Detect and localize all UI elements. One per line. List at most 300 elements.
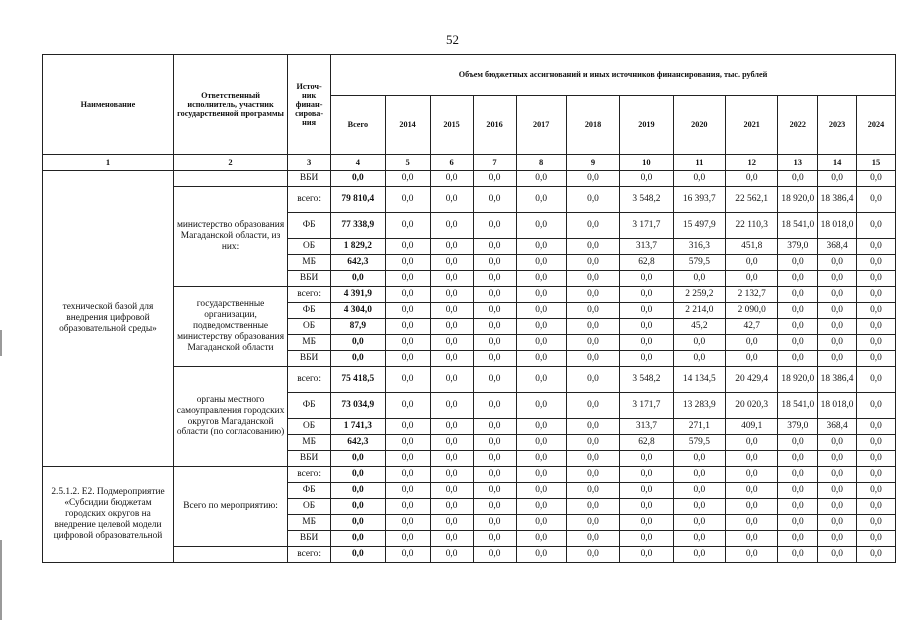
table-row bbox=[43, 467, 896, 483]
activity-name: технической базой для внедрения цифровой образовательной среды» bbox=[43, 171, 174, 467]
year-value: 579,5 bbox=[673, 435, 725, 451]
year-value: 0,0 bbox=[620, 451, 673, 467]
year-value: 0,0 bbox=[473, 351, 516, 367]
year-value: 0,0 bbox=[566, 393, 619, 419]
total-value: 1 829,2 bbox=[331, 239, 385, 255]
header-year: 2016 bbox=[473, 96, 516, 155]
year-value: 0,0 bbox=[473, 451, 516, 467]
header-year: 2018 bbox=[566, 96, 619, 155]
year-value: 0,0 bbox=[516, 547, 566, 563]
total-value: 0,0 bbox=[331, 483, 385, 499]
total-value: 0,0 bbox=[331, 515, 385, 531]
year-value: 0,0 bbox=[385, 547, 430, 563]
year-value: 0,0 bbox=[385, 499, 430, 515]
funding-source: ОБ bbox=[288, 499, 331, 515]
year-value: 0,0 bbox=[516, 187, 566, 213]
table-header bbox=[43, 55, 896, 171]
year-value: 0,0 bbox=[473, 271, 516, 287]
year-value: 0,0 bbox=[856, 367, 895, 393]
year-value: 409,1 bbox=[726, 419, 778, 435]
total-value: 0,0 bbox=[331, 547, 385, 563]
year-value: 0,0 bbox=[673, 547, 725, 563]
year-value: 0,0 bbox=[673, 171, 725, 187]
year-value: 0,0 bbox=[673, 467, 725, 483]
funding-source: ВБИ bbox=[288, 351, 331, 367]
year-value: 0,0 bbox=[726, 467, 778, 483]
year-value: 0,0 bbox=[566, 531, 619, 547]
year-value: 0,0 bbox=[726, 171, 778, 187]
year-value: 0,0 bbox=[430, 271, 473, 287]
responsible-executor: органы местного самоуправления городских округов Магаданской области (по согласованию) bbox=[173, 367, 287, 467]
year-value: 0,0 bbox=[818, 467, 857, 483]
year-value: 0,0 bbox=[726, 515, 778, 531]
year-value: 0,0 bbox=[818, 303, 857, 319]
year-value: 0,0 bbox=[726, 531, 778, 547]
year-value: 0,0 bbox=[818, 451, 857, 467]
year-value: 0,0 bbox=[726, 547, 778, 563]
year-value: 0,0 bbox=[516, 213, 566, 239]
year-value: 0,0 bbox=[473, 319, 516, 335]
column-number: 10 bbox=[620, 155, 673, 171]
year-value: 0,0 bbox=[516, 515, 566, 531]
scan-edge-mark bbox=[0, 540, 2, 620]
year-value: 42,7 bbox=[726, 319, 778, 335]
year-value: 0,0 bbox=[566, 319, 619, 335]
year-value: 16 393,7 bbox=[673, 187, 725, 213]
year-value: 0,0 bbox=[818, 531, 857, 547]
year-value: 0,0 bbox=[566, 351, 619, 367]
column-number: 14 bbox=[818, 155, 857, 171]
year-value: 2 090,0 bbox=[726, 303, 778, 319]
year-value: 379,0 bbox=[778, 239, 818, 255]
year-value: 0,0 bbox=[566, 171, 619, 187]
year-value: 0,0 bbox=[566, 419, 619, 435]
year-value: 0,0 bbox=[473, 393, 516, 419]
year-value: 0,0 bbox=[856, 303, 895, 319]
year-value: 0,0 bbox=[566, 451, 619, 467]
year-value: 0,0 bbox=[856, 435, 895, 451]
year-value: 3 171,7 bbox=[620, 393, 673, 419]
header-total: Всего bbox=[331, 96, 385, 155]
year-value: 0,0 bbox=[726, 483, 778, 499]
funding-source: ОБ bbox=[288, 319, 331, 335]
year-value: 0,0 bbox=[430, 467, 473, 483]
year-value: 271,1 bbox=[673, 419, 725, 435]
year-value: 0,0 bbox=[778, 451, 818, 467]
column-number: 5 bbox=[385, 155, 430, 171]
year-value: 14 134,5 bbox=[673, 367, 725, 393]
year-value: 0,0 bbox=[620, 287, 673, 303]
year-value: 0,0 bbox=[473, 483, 516, 499]
year-value: 0,0 bbox=[516, 419, 566, 435]
year-value: 18 920,0 bbox=[778, 187, 818, 213]
year-value: 0,0 bbox=[566, 213, 619, 239]
header-source: Источ-ник финан-сирова-ния bbox=[288, 55, 331, 155]
funding-source: МБ bbox=[288, 435, 331, 451]
year-value: 316,3 bbox=[673, 239, 725, 255]
column-number: 12 bbox=[726, 155, 778, 171]
year-value: 0,0 bbox=[473, 515, 516, 531]
year-value: 0,0 bbox=[473, 255, 516, 271]
year-value: 0,0 bbox=[620, 531, 673, 547]
responsible-executor bbox=[173, 547, 287, 563]
year-value: 0,0 bbox=[385, 515, 430, 531]
year-value: 0,0 bbox=[430, 419, 473, 435]
year-value: 18 386,4 bbox=[818, 187, 857, 213]
year-value: 0,0 bbox=[385, 335, 430, 351]
year-value: 0,0 bbox=[473, 531, 516, 547]
year-value: 0,0 bbox=[430, 335, 473, 351]
year-value: 0,0 bbox=[778, 515, 818, 531]
year-value: 0,0 bbox=[566, 367, 619, 393]
funding-source: всего: bbox=[288, 367, 331, 393]
year-value: 0,0 bbox=[430, 319, 473, 335]
total-value: 0,0 bbox=[331, 335, 385, 351]
year-value: 0,0 bbox=[430, 435, 473, 451]
year-value: 0,0 bbox=[385, 171, 430, 187]
year-value: 0,0 bbox=[620, 335, 673, 351]
year-value: 0,0 bbox=[385, 483, 430, 499]
total-value: 75 418,5 bbox=[331, 367, 385, 393]
year-value: 3 548,2 bbox=[620, 187, 673, 213]
column-number: 8 bbox=[516, 155, 566, 171]
year-value: 0,0 bbox=[856, 239, 895, 255]
funding-source: всего: bbox=[288, 187, 331, 213]
total-value: 4 391,9 bbox=[331, 287, 385, 303]
funding-source: всего: bbox=[288, 467, 331, 483]
year-value: 0,0 bbox=[778, 435, 818, 451]
year-value: 0,0 bbox=[818, 483, 857, 499]
year-value: 0,0 bbox=[473, 187, 516, 213]
year-value: 20 020,3 bbox=[726, 393, 778, 419]
funding-source: МБ bbox=[288, 335, 331, 351]
responsible-executor: государственные организации, подведомственные министерству образования Магаданской области bbox=[173, 287, 287, 367]
year-value: 0,0 bbox=[430, 351, 473, 367]
year-value: 0,0 bbox=[726, 499, 778, 515]
year-value: 0,0 bbox=[818, 435, 857, 451]
year-value: 0,0 bbox=[430, 287, 473, 303]
year-value: 0,0 bbox=[620, 515, 673, 531]
funding-source: ФБ bbox=[288, 393, 331, 419]
year-value: 0,0 bbox=[673, 531, 725, 547]
year-value: 0,0 bbox=[430, 547, 473, 563]
column-number: 6 bbox=[430, 155, 473, 171]
year-value: 0,0 bbox=[856, 515, 895, 531]
column-number: 3 bbox=[288, 155, 331, 171]
year-value: 0,0 bbox=[385, 351, 430, 367]
year-value: 18 541,0 bbox=[778, 213, 818, 239]
year-value: 0,0 bbox=[516, 499, 566, 515]
year-value: 0,0 bbox=[385, 467, 430, 483]
year-value: 0,0 bbox=[856, 419, 895, 435]
year-value: 0,0 bbox=[430, 187, 473, 213]
year-value: 0,0 bbox=[778, 483, 818, 499]
year-value: 0,0 bbox=[778, 335, 818, 351]
year-value: 0,0 bbox=[516, 171, 566, 187]
total-value: 0,0 bbox=[331, 271, 385, 287]
year-value: 0,0 bbox=[385, 187, 430, 213]
year-value: 0,0 bbox=[778, 351, 818, 367]
year-value: 0,0 bbox=[473, 419, 516, 435]
year-value: 0,0 bbox=[620, 171, 673, 187]
year-value: 0,0 bbox=[856, 213, 895, 239]
year-value: 379,0 bbox=[778, 419, 818, 435]
header-year: 2017 bbox=[516, 96, 566, 155]
header-year: 2024 bbox=[856, 96, 895, 155]
year-value: 13 283,9 bbox=[673, 393, 725, 419]
year-value: 0,0 bbox=[516, 393, 566, 419]
year-value: 18 541,0 bbox=[778, 393, 818, 419]
year-value: 451,8 bbox=[726, 239, 778, 255]
year-value: 0,0 bbox=[673, 335, 725, 351]
total-value: 73 034,9 bbox=[331, 393, 385, 419]
year-value: 579,5 bbox=[673, 255, 725, 271]
header-year: 2020 bbox=[673, 96, 725, 155]
year-value: 0,0 bbox=[516, 367, 566, 393]
year-value: 0,0 bbox=[856, 255, 895, 271]
year-value: 0,0 bbox=[620, 483, 673, 499]
year-value: 0,0 bbox=[856, 393, 895, 419]
year-value: 0,0 bbox=[566, 239, 619, 255]
year-value: 0,0 bbox=[856, 319, 895, 335]
year-value: 0,0 bbox=[430, 531, 473, 547]
year-value: 18 018,0 bbox=[818, 393, 857, 419]
year-value: 0,0 bbox=[856, 499, 895, 515]
funding-source: ВБИ bbox=[288, 451, 331, 467]
column-number: 2 bbox=[173, 155, 287, 171]
year-value: 0,0 bbox=[430, 303, 473, 319]
year-value: 0,0 bbox=[726, 271, 778, 287]
year-value: 0,0 bbox=[516, 435, 566, 451]
year-value: 0,0 bbox=[778, 271, 818, 287]
year-value: 0,0 bbox=[516, 303, 566, 319]
funding-source: ОБ bbox=[288, 419, 331, 435]
total-value: 0,0 bbox=[331, 451, 385, 467]
total-value: 77 338,9 bbox=[331, 213, 385, 239]
year-value: 0,0 bbox=[620, 547, 673, 563]
year-value: 0,0 bbox=[473, 213, 516, 239]
year-value: 0,0 bbox=[566, 255, 619, 271]
year-value: 0,0 bbox=[566, 187, 619, 213]
funding-source: ФБ bbox=[288, 483, 331, 499]
year-value: 0,0 bbox=[385, 239, 430, 255]
year-value: 0,0 bbox=[856, 187, 895, 213]
year-value: 0,0 bbox=[778, 499, 818, 515]
funding-source: МБ bbox=[288, 515, 331, 531]
column-number: 11 bbox=[673, 155, 725, 171]
year-value: 0,0 bbox=[516, 531, 566, 547]
year-value: 0,0 bbox=[856, 171, 895, 187]
funding-source: всего: bbox=[288, 287, 331, 303]
year-value: 0,0 bbox=[473, 435, 516, 451]
year-value: 0,0 bbox=[818, 271, 857, 287]
year-value: 0,0 bbox=[856, 271, 895, 287]
budget-table bbox=[42, 54, 896, 563]
funding-source: ФБ bbox=[288, 303, 331, 319]
total-value: 642,3 bbox=[331, 255, 385, 271]
year-value: 0,0 bbox=[473, 467, 516, 483]
year-value: 0,0 bbox=[778, 319, 818, 335]
responsible-executor: министерство образования Магаданской области, из них: bbox=[173, 187, 287, 287]
year-value: 0,0 bbox=[856, 531, 895, 547]
year-value: 0,0 bbox=[856, 467, 895, 483]
header-year: 2021 bbox=[726, 96, 778, 155]
year-value: 0,0 bbox=[566, 483, 619, 499]
year-value: 0,0 bbox=[673, 515, 725, 531]
column-number: 13 bbox=[778, 155, 818, 171]
funding-source: ФБ bbox=[288, 213, 331, 239]
header-name: Наименование bbox=[43, 55, 174, 155]
total-value: 1 741,3 bbox=[331, 419, 385, 435]
year-value: 0,0 bbox=[818, 287, 857, 303]
year-value: 0,0 bbox=[430, 213, 473, 239]
year-value: 368,4 bbox=[818, 419, 857, 435]
column-number: 15 bbox=[856, 155, 895, 171]
column-number: 9 bbox=[566, 155, 619, 171]
funding-source: ОБ bbox=[288, 239, 331, 255]
year-value: 0,0 bbox=[673, 351, 725, 367]
year-value: 0,0 bbox=[516, 319, 566, 335]
year-value: 0,0 bbox=[818, 335, 857, 351]
year-value: 0,0 bbox=[516, 271, 566, 287]
column-number: 7 bbox=[473, 155, 516, 171]
year-value: 0,0 bbox=[726, 335, 778, 351]
year-value: 0,0 bbox=[856, 351, 895, 367]
year-value: 0,0 bbox=[516, 451, 566, 467]
year-value: 0,0 bbox=[818, 499, 857, 515]
table-row bbox=[43, 171, 896, 187]
header-volume: Объем бюджетных ассигнований и иных источников финансирования, тыс. рублей bbox=[331, 55, 896, 96]
year-value: 0,0 bbox=[673, 271, 725, 287]
year-value: 0,0 bbox=[778, 467, 818, 483]
year-value: 0,0 bbox=[726, 351, 778, 367]
year-value: 2 132,7 bbox=[726, 287, 778, 303]
year-value: 313,7 bbox=[620, 419, 673, 435]
year-value: 0,0 bbox=[673, 499, 725, 515]
year-value: 18 386,4 bbox=[818, 367, 857, 393]
year-value: 0,0 bbox=[516, 335, 566, 351]
year-value: 0,0 bbox=[385, 319, 430, 335]
year-value: 0,0 bbox=[778, 171, 818, 187]
year-value: 0,0 bbox=[385, 531, 430, 547]
year-value: 0,0 bbox=[620, 499, 673, 515]
year-value: 0,0 bbox=[385, 213, 430, 239]
year-value: 0,0 bbox=[385, 393, 430, 419]
header-year: 2015 bbox=[430, 96, 473, 155]
year-value: 0,0 bbox=[778, 531, 818, 547]
year-value: 0,0 bbox=[566, 303, 619, 319]
responsible-executor bbox=[173, 171, 287, 187]
year-value: 0,0 bbox=[566, 435, 619, 451]
header-year: 2014 bbox=[385, 96, 430, 155]
column-number: 4 bbox=[331, 155, 385, 171]
year-value: 0,0 bbox=[473, 335, 516, 351]
year-value: 0,0 bbox=[385, 303, 430, 319]
year-value: 0,0 bbox=[620, 351, 673, 367]
year-value: 0,0 bbox=[818, 515, 857, 531]
year-value: 313,7 bbox=[620, 239, 673, 255]
year-value: 0,0 bbox=[566, 335, 619, 351]
header-responsible: Ответственный исполнитель, участник государственной программы bbox=[173, 55, 287, 155]
table-body bbox=[43, 171, 896, 563]
year-value: 0,0 bbox=[620, 271, 673, 287]
year-value: 0,0 bbox=[726, 451, 778, 467]
year-value: 0,0 bbox=[430, 171, 473, 187]
year-value: 0,0 bbox=[430, 393, 473, 419]
year-value: 45,2 bbox=[673, 319, 725, 335]
year-value: 0,0 bbox=[473, 499, 516, 515]
total-value: 0,0 bbox=[331, 171, 385, 187]
year-value: 0,0 bbox=[856, 451, 895, 467]
responsible-executor: Всего по мероприятию: bbox=[173, 467, 287, 547]
year-value: 0,0 bbox=[566, 271, 619, 287]
year-value: 0,0 bbox=[726, 435, 778, 451]
year-value: 0,0 bbox=[385, 255, 430, 271]
year-value: 3 171,7 bbox=[620, 213, 673, 239]
year-value: 0,0 bbox=[385, 419, 430, 435]
year-value: 0,0 bbox=[430, 367, 473, 393]
year-value: 0,0 bbox=[473, 303, 516, 319]
year-value: 0,0 bbox=[430, 255, 473, 271]
total-value: 0,0 bbox=[331, 499, 385, 515]
year-value: 0,0 bbox=[473, 547, 516, 563]
funding-source: ВБИ bbox=[288, 531, 331, 547]
year-value: 0,0 bbox=[516, 239, 566, 255]
year-value: 0,0 bbox=[778, 255, 818, 271]
year-value: 0,0 bbox=[778, 547, 818, 563]
total-value: 87,9 bbox=[331, 319, 385, 335]
year-value: 0,0 bbox=[430, 515, 473, 531]
year-value: 0,0 bbox=[385, 287, 430, 303]
header-year: 2023 bbox=[818, 96, 857, 155]
year-value: 0,0 bbox=[430, 499, 473, 515]
year-value: 0,0 bbox=[473, 171, 516, 187]
funding-source: ВБИ bbox=[288, 271, 331, 287]
year-value: 0,0 bbox=[778, 287, 818, 303]
year-value: 0,0 bbox=[516, 351, 566, 367]
year-value: 2 214,0 bbox=[673, 303, 725, 319]
funding-source: всего: bbox=[288, 547, 331, 563]
funding-source: ВБИ bbox=[288, 171, 331, 187]
column-number: 1 bbox=[43, 155, 174, 171]
year-value: 0,0 bbox=[726, 255, 778, 271]
year-value: 0,0 bbox=[566, 499, 619, 515]
year-value: 0,0 bbox=[516, 255, 566, 271]
year-value: 0,0 bbox=[473, 239, 516, 255]
year-value: 0,0 bbox=[516, 287, 566, 303]
year-value: 20 429,4 bbox=[726, 367, 778, 393]
activity-name: 2.5.1.2. Е2. Подмероприятие «Субсидии бюджетам городских округов на внедрение целевой модели цифровой образовательной bbox=[43, 467, 174, 563]
year-value: 0,0 bbox=[430, 239, 473, 255]
year-value: 0,0 bbox=[620, 467, 673, 483]
year-value: 62,8 bbox=[620, 255, 673, 271]
year-value: 22 110,3 bbox=[726, 213, 778, 239]
year-value: 18 018,0 bbox=[818, 213, 857, 239]
year-value: 0,0 bbox=[385, 435, 430, 451]
year-value: 0,0 bbox=[430, 451, 473, 467]
year-value: 0,0 bbox=[385, 271, 430, 287]
year-value: 0,0 bbox=[566, 467, 619, 483]
year-value: 18 920,0 bbox=[778, 367, 818, 393]
header-year: 2019 bbox=[620, 96, 673, 155]
year-value: 3 548,2 bbox=[620, 367, 673, 393]
year-value: 0,0 bbox=[385, 451, 430, 467]
total-value: 4 304,0 bbox=[331, 303, 385, 319]
total-value: 0,0 bbox=[331, 531, 385, 547]
header-year: 2022 bbox=[778, 96, 818, 155]
year-value: 0,0 bbox=[818, 547, 857, 563]
year-value: 0,0 bbox=[818, 351, 857, 367]
